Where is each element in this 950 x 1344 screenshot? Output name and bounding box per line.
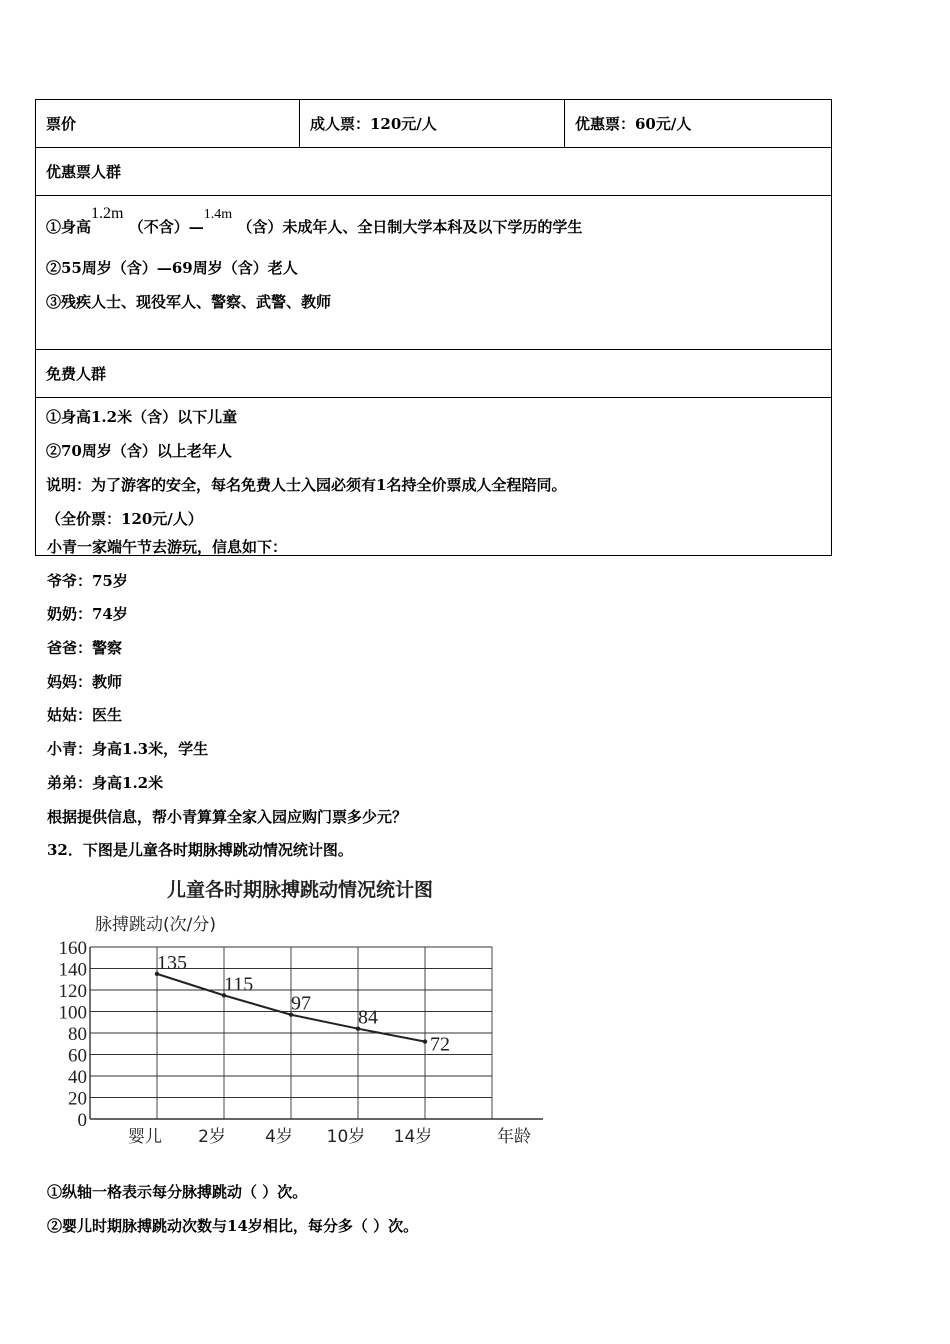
y-tick-label: 20	[68, 1088, 87, 1110]
price-row	[36, 100, 832, 148]
height-1-2m: 1.2m	[91, 205, 124, 222]
free-group-title: 免费人群	[36, 350, 832, 398]
chart-title: 儿童各时期脉搏跳动情况统计图	[166, 879, 434, 901]
y-tick-label: 60	[68, 1045, 87, 1067]
y-tick-label: 100	[58, 1002, 87, 1024]
member-xiaoqing: 小青：身高1.3米，学生	[47, 740, 209, 759]
family-question: 根据提供信息，帮小青算算全家入园应购门票多少元？	[47, 807, 408, 826]
y-tick-label: 40	[68, 1067, 87, 1088]
family-info	[47, 535, 927, 872]
question-2: ②婴儿时期脉搏跳动次数与14岁相比，每分多（ ）次。	[47, 1217, 419, 1235]
problem32-intro: 32．下图是儿童各时期脉搏跳动情况统计图。	[47, 841, 353, 860]
member-mom: 妈妈：教师	[47, 672, 123, 691]
x-tick-labels	[128, 1127, 432, 1147]
discount-group-body	[36, 196, 832, 350]
adult-ticket-cell: 成人票：120元/人	[300, 100, 565, 148]
discount-group-title: 优惠票人群	[36, 148, 832, 196]
ticket-price-table	[35, 99, 832, 556]
discount-item1-a: ①身高	[46, 218, 92, 236]
free-note-price: （全价票：120元/人）	[46, 510, 203, 528]
x-tick-label: 10岁	[326, 1127, 366, 1147]
free-group-title-row	[36, 350, 832, 398]
data-label: 84	[358, 1006, 378, 1029]
member-grandma: 奶奶：74岁	[47, 605, 128, 624]
free-group-body-row	[36, 398, 832, 556]
chart-ylabel: 脉搏跳动(次/分)	[95, 915, 216, 935]
x-tick-label: 14岁	[393, 1127, 433, 1147]
member-grandpa: 爷爷：75岁	[47, 571, 128, 590]
y-tick-label: 120	[58, 981, 87, 1002]
discount-ticket-cell: 优惠票：60元/人	[565, 100, 832, 148]
data-labels	[157, 952, 450, 1056]
pulse-line-chart	[40, 870, 560, 1160]
height-1-4m: 1.4m	[203, 207, 233, 222]
x-tick-label: 4岁	[265, 1127, 293, 1147]
x-tick-label: 婴儿	[128, 1127, 162, 1147]
y-tick-labels	[59, 938, 88, 1131]
data-label: 135	[157, 951, 187, 974]
question-1: ①纵轴一格表示每分脉搏跳动（ ）次。	[47, 1183, 308, 1201]
member-brother: 弟弟：身高1.2米	[47, 773, 164, 792]
data-label: 97	[291, 992, 311, 1015]
data-point	[423, 1039, 427, 1043]
member-dad: 爸爸：警察	[47, 639, 123, 658]
free-item2: ②70周岁（含）以上老年人	[46, 442, 232, 460]
y-tick-label: 0	[77, 1110, 87, 1131]
discount-item1-b: （不含）—	[128, 218, 204, 236]
discount-group-body-row	[36, 196, 832, 350]
x-tick-label: 2岁	[198, 1127, 226, 1147]
y-tick-label: 80	[68, 1024, 87, 1045]
data-label: 72	[430, 1033, 450, 1056]
problem32-questions	[47, 1180, 418, 1248]
y-tick-label: 140	[58, 959, 87, 981]
data-label: 115	[224, 973, 254, 996]
free-group-body	[36, 398, 832, 556]
discount-group-title-row	[36, 148, 832, 196]
price-label-cell: 票价	[36, 100, 300, 148]
family-intro: 小青一家端午节去游玩，信息如下：	[47, 538, 288, 556]
chart-xlabel: 年龄	[497, 1127, 531, 1147]
member-aunt: 姑姑：医生	[47, 706, 123, 725]
free-item1: ①身高1.2米（含）以下儿童	[46, 408, 238, 426]
discount-item2: ②55周岁（含）—69周岁（含）老人	[46, 259, 298, 277]
y-tick-label: 160	[58, 938, 87, 959]
free-note: 说明：为了游客的安全，每名免费人士入园必须有1名持全价票成人全程陪同。	[46, 476, 567, 494]
discount-item1-c: （含）未成年人、全日制大学本科及以下学历的学生	[237, 218, 583, 236]
discount-item3: ③残疾人士、现役军人、警察、武警、教师	[46, 293, 332, 311]
